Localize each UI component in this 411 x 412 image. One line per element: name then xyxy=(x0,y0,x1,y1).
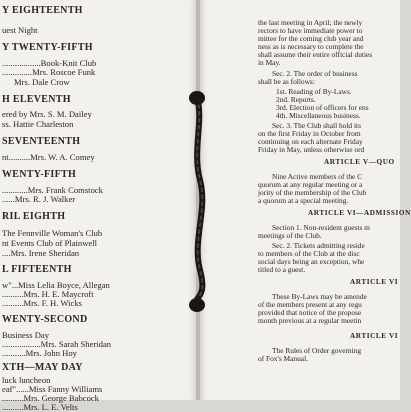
bylaw-text-line: on the first Friday in October from xyxy=(258,129,361,138)
program-entry: ....Mrs. Irene Sheridan xyxy=(2,248,80,258)
bylaw-text-line: in May. xyxy=(258,58,281,67)
bylaw-text-line: the last meeting in April; the newly xyxy=(258,18,363,27)
program-entry: ered by Mrs. S. M. Dailey xyxy=(2,109,92,119)
bylaw-text-line: Sec. 3. The Club shall hold its xyxy=(272,121,361,130)
bylaw-text-line: of the members present at any regu xyxy=(258,300,362,309)
bylaw-text-line: Nine Active members of the C xyxy=(272,172,363,181)
bylaw-text-line: Sec. 2. The order of business xyxy=(272,69,358,78)
program-date-heading: Y TWENTY-FIFTH xyxy=(2,42,93,53)
program-entry: Mrs. Dale Crow xyxy=(14,77,70,87)
program-date-heading: L FIFTEENTH xyxy=(2,264,72,275)
program-entry: The Fennville Woman's Club xyxy=(2,228,103,238)
bylaw-text-line: 4th. Miscellaneous business. xyxy=(276,111,361,120)
program-entry: luck luncheon xyxy=(2,375,51,385)
bylaw-text-line: jority of the membership of the Club xyxy=(258,188,367,197)
program-entry: ...........Mrs. John Hoy xyxy=(2,348,77,358)
bylaw-text-line: rectors to have immediate power to xyxy=(258,26,363,35)
program-entry: ss. Hattie Charleston xyxy=(2,119,74,129)
bylaw-text-line: social days being an exception, whe xyxy=(258,257,365,266)
article-heading: ARTICLE VI xyxy=(350,278,399,286)
left-page xyxy=(0,0,196,412)
bylaw-text-line: to members of the Club at the disc xyxy=(258,249,360,258)
bylaw-text-line: Sec. 2. Tickets admitting reside xyxy=(272,241,365,250)
program-entry: ..........Mrs. L. E. Velts xyxy=(2,402,78,412)
article-heading: ARTICLE V—QUO xyxy=(324,158,395,166)
article-heading: ARTICLE VI xyxy=(350,332,399,340)
bylaw-text-line: month previous at a regular meetin xyxy=(258,316,362,325)
bylaw-text-line: Section 1. Non-resident guests m xyxy=(272,223,370,232)
program-entry: Business Day xyxy=(2,330,50,340)
right-page xyxy=(200,0,411,400)
bylaw-text-line: mittee for the coming club year and xyxy=(258,34,364,43)
bylaw-text-line: 3rd. Election of officers for ens xyxy=(276,103,369,112)
program-entry: ......Mrs. R. J. Walker xyxy=(2,194,76,204)
program-date-heading: RIL EIGHTH xyxy=(2,211,66,222)
program-entry: ..........Mrs. H. E. Maycroft xyxy=(2,289,94,299)
program-date-heading: WENTY-SECOND xyxy=(2,314,88,325)
program-entry: uest Night xyxy=(2,25,38,35)
bylaw-text-line: meetings of the Club. xyxy=(258,231,322,240)
program-entry: ..............Mrs. Roscoe Funk xyxy=(2,67,96,77)
bylaw-text-line: The Rules of Order governing xyxy=(272,346,362,355)
bylaw-text-line: shall be as follows: xyxy=(258,77,315,86)
program-entry: ..................Book-Knit Club xyxy=(2,58,97,68)
program-entry: ..........Mrs. George Babcock xyxy=(2,393,99,403)
program-date-heading: Y EIGHTEENTH xyxy=(2,5,83,16)
bylaw-text-line: titled to a guest. xyxy=(258,265,306,274)
bylaw-text-line: Friday in May, unless otherwise ord xyxy=(258,145,365,154)
bylaw-text-line: continuing on each alternate Friday xyxy=(258,137,363,146)
bylaw-text-line: quorum at any regular meeting or a xyxy=(258,180,363,189)
program-date-heading: SEVENTEENTH xyxy=(2,136,81,147)
bylaw-text-line: ness as is necessary to complete the xyxy=(258,42,364,51)
program-date-heading: XTH—MAY DAY xyxy=(2,362,83,373)
program-entry: eaf"......Miss Fanny Williams xyxy=(2,384,103,394)
bylaw-text-line: provided that notice of the propose xyxy=(258,308,362,317)
program-entry: nt Events Club of Plainwell xyxy=(2,238,98,248)
bylaw-text-line: of Fox's Manual. xyxy=(258,354,308,363)
bylaw-text-line: 1st. Reading of By-Laws. xyxy=(276,87,352,96)
bylaw-text-line: a quorum at a special meeting. xyxy=(258,196,349,205)
article-heading: ARTICLE VI—ADMISSION xyxy=(308,209,411,217)
program-entry: w"...Miss Lelia Boyce, Allegan xyxy=(2,280,110,290)
program-entry: ............Mrs. Frank Comstock xyxy=(2,185,103,195)
bylaw-text-line: 2nd. Reports. xyxy=(276,95,316,104)
bylaw-text-line: shall assume their entire official duties xyxy=(258,50,373,59)
program-date-heading: WENTY-FIFTH xyxy=(2,169,77,180)
program-entry: ..........Mrs. F. H. Wicks xyxy=(2,298,82,308)
program-entry: ..................Mrs. Sarah Sheridan xyxy=(2,339,112,349)
program-entry: nt..........Mrs. W. A. Comey xyxy=(2,152,95,162)
bylaw-text-line: These By-Laws may be amende xyxy=(272,292,367,301)
program-date-heading: H ELEVENTH xyxy=(2,94,71,105)
